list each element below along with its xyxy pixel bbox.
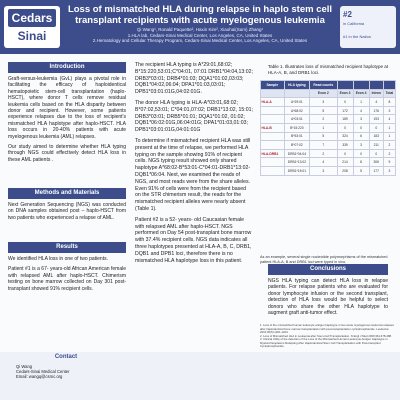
affiliation-2: 2.Hematology and Cellular Therapy Program, Cedars-Sinai Medical Center, Los Angeles, CA, United States	[92, 38, 308, 43]
table-cell	[353, 81, 369, 90]
table-cell: 7	[310, 141, 337, 150]
table-cell: B*07:02	[284, 141, 310, 150]
table-cell: Total	[383, 89, 395, 98]
table-cell	[261, 166, 285, 175]
table-cell: 0	[337, 98, 353, 107]
table-cell: 1	[310, 123, 337, 132]
table-cell: 2	[310, 115, 337, 124]
table-cell: 189	[337, 115, 353, 124]
table-cell: DRB1*04:04	[284, 149, 310, 158]
table-cell: 4	[353, 106, 369, 115]
cedars-sinai-logo: Cedars Sinai	[4, 6, 60, 48]
table-cell: 4	[383, 115, 395, 124]
table-cell: 1	[353, 98, 369, 107]
introduction-heading: Introduction	[8, 62, 126, 73]
table-cell: A*03:01	[284, 115, 310, 124]
table-note: As an example, several single nucleotide polymorphisms of the mismatched patient HLA-A, B and DRB1 loci were typed in vivo.	[260, 255, 388, 264]
table-cell: Sample	[261, 81, 285, 90]
table-row	[261, 123, 396, 132]
table-cell: 3	[353, 141, 369, 150]
table-cell: A*29:01	[284, 98, 310, 107]
table-cell: 208	[337, 166, 353, 175]
table-cell: 2	[383, 141, 395, 150]
authors-block	[64, 27, 336, 44]
table-cell: 2	[310, 149, 337, 158]
table-row	[261, 132, 396, 141]
table-cell: 9	[383, 158, 395, 167]
table-cell: 193	[369, 115, 383, 124]
table-cell	[261, 132, 285, 141]
table-cell: HLA-A	[261, 98, 285, 107]
table-cell: HLA-B	[261, 123, 285, 132]
table-cell: 4	[369, 98, 383, 107]
table-cell: 3	[383, 166, 395, 175]
affiliation-1: 1.HLA lab, Cedars-Sinai Medical Center, Los Angeles, CA, United States	[127, 32, 273, 38]
table-cell: 1	[383, 123, 395, 132]
table-cell	[261, 158, 285, 167]
ranking-badge	[340, 6, 396, 48]
table-row	[261, 98, 396, 107]
table-row	[261, 158, 396, 167]
references	[260, 324, 396, 349]
table-cell	[383, 81, 395, 90]
table-cell	[337, 81, 353, 90]
contact-info	[16, 364, 70, 380]
table-cell: 3	[383, 106, 395, 115]
table-cell: 306	[369, 158, 383, 167]
methods-heading: Methods and Materials	[8, 188, 126, 199]
table-cell: 0	[369, 123, 383, 132]
contact-name: Qi Wang	[16, 364, 33, 369]
table-cell: B*53:01	[284, 132, 310, 141]
table-cell: 324	[337, 132, 353, 141]
table-cell: HLA typing	[284, 81, 310, 90]
table-cell	[261, 106, 285, 115]
conclusions-heading: Conclusions	[268, 264, 388, 275]
introduction-text	[8, 76, 126, 167]
table-cell: 5	[353, 166, 369, 175]
table-row	[261, 115, 396, 124]
badge-line-2: #1 in the Nation	[343, 34, 372, 39]
table-cell: 0	[353, 149, 369, 158]
table-cell	[284, 89, 310, 98]
table-cell: 177	[369, 166, 383, 175]
table-cell	[261, 141, 285, 150]
results-heading: Results	[8, 242, 126, 253]
table-cell	[261, 115, 285, 124]
poster-title: Loss of mismatched HLA during relapse in haplo stem cell transplant recipients with acute myelogenous leukemia	[67, 4, 333, 26]
table-cell: Exon 2	[310, 89, 337, 98]
table-cell: Exon 4	[353, 89, 369, 98]
table-row	[261, 141, 396, 150]
table-row	[261, 166, 396, 175]
reference-item: 2. Loss of Mismatched HLA in Leukemia after Stem-Cell Transplantation. N Engl J Med 2009;361:478-488.	[260, 333, 392, 338]
table-cell: 6	[353, 132, 369, 141]
methods-text: Next Generation Sequencing (NGS) was conducted on DNA samples obtained post – haplo-HSCT from two patients who experienced a relapse of AML.	[8, 202, 126, 221]
table-cell: 8	[383, 98, 395, 107]
table-row	[261, 106, 396, 115]
table-cell: 3	[310, 166, 337, 175]
poster-header	[0, 0, 400, 54]
table-caption: Table 1. Illustrates loss of mismatched recipient haplotype at HLA-A, B, and DRB1 loci.	[268, 64, 389, 75]
table-cell: B*15:220	[284, 123, 310, 132]
table-cell: 339	[337, 141, 353, 150]
table-cell	[369, 81, 383, 90]
badge-number: #2	[343, 10, 352, 19]
table-cell: 0	[353, 123, 369, 132]
hla-read-table	[260, 80, 396, 176]
contact-org: Cedars-Sinai Medical Center	[16, 369, 70, 375]
table-cell: 0	[337, 149, 353, 158]
recipient-typing: The recipient HLA typing is A*29:01,68:02; B*15:220,53:01;C*04:01, 07:01 DRB1*04:04,13:02; DRB3*03:01; DRB4*01:03; DQA1*01:02,03:03; DQB1*04:02,06:04; DPA1*01:03,03:01; DPB1*03:01:01G,04:02:01G.	[135, 62, 253, 96]
table-cell: Exon 3	[337, 89, 353, 98]
donor-typing: The donor HLA typing is HLA-A*03:01,68:02; B*07:02,53:01; C*04:01,07:02; DRB1*13:02, 15:01; DRB3*03:01; DRB5*01:01; DQA1*01:02, 01:02; DQB1*06:02:01G,06:04:01G; DPA1*01:03,01:03; DPB1*03:01:01G,04:01:01G	[135, 99, 253, 134]
table-header-row	[261, 81, 396, 90]
conclusions-text: NGS HLA typing can detect HLA loss in relapse patients. For relapse patients who are evaluated for donor lymphocyte infusion or the second transplant, detection of HLA loss would be helpful to select donors who share the other HLA haplotype to augment graft anti-tumor effect.	[268, 278, 388, 317]
table-cell: 172	[337, 106, 353, 115]
table-cell: A*68:02	[284, 106, 310, 115]
reference-item: 1. Loss of the mismatched human leukocyte antigen haplotype in two acute myelogenous leukemia relapses after haploidentical bone marrow transplantation with post-transplantation cyclophosphamide. Leukemia 2016;30(5):1201-1204.	[260, 323, 394, 334]
table-cell: Read counts	[310, 81, 337, 90]
table-cell: 4	[310, 158, 337, 167]
table-cell: Intron	[369, 89, 383, 98]
table-row	[261, 149, 396, 158]
table-cell: 3	[310, 98, 337, 107]
table-cell: 176	[369, 106, 383, 115]
table-cell: 214	[337, 158, 353, 167]
table-cell: 5	[310, 106, 337, 115]
contact-email[interactable]: Email: wangq@csmc.org	[16, 374, 63, 380]
table-cell: 8	[353, 158, 369, 167]
reference-item: 3. Clinical Utility of the detection of the Loss of the Mismatched Human Leukocyte Antigen Haplotype in Myeloid Neoplasms Relapsing After Haploidentical Stem Cell Transplantation with Post-transplant Cyclophosphamide.	[260, 337, 388, 348]
table-cell: 3	[353, 115, 369, 124]
table-cell: 0	[337, 123, 353, 132]
introduction-paragraph-1: Graft-versus-leukemia (GvL) plays a pivotal role in facilitating the efficacy of haploidentical hematopoietic stem-cell transplantation (haplo-HSCT), where donor T cells remove residual leukemia cells based on the HLA disparity between donor and recipient. However, some patients experience relapses due to the loss of recipient's mismatched HLA haplotype after haplo-HSCT. HLA loss occurs in 20-40% patients with acute myelogenous leukemia (AML) relapses.	[8, 76, 126, 140]
table-row	[261, 89, 396, 98]
table-cell: 211	[369, 141, 383, 150]
table-cell: 5	[310, 132, 337, 141]
authors: Qi Wang¹, Ronald Paquette², Haxin Kim², Xiaohai(Sam) Zhang¹	[136, 27, 264, 32]
results-paragraph-1: We identified HLA loss in one of two patients.	[8, 256, 108, 262]
table-cell: DRB1*13:02	[284, 158, 310, 167]
contact-heading: Contact	[54, 354, 78, 360]
table-cell: 183	[369, 132, 383, 141]
table-cell	[261, 89, 285, 98]
results-continued	[135, 62, 253, 268]
typing-analysis: To determine if mismatched recipient HLA was still present at the time of relapse, we performed HLA typing on the sample showing 91% of recipient cells. NGS typing result showed only shared haplotype A*68:02-B*53:01-C*04:01-DRB1*13:02-DQB1*06:04. Next, we examined the reads of NGS, and most reads were from the share alleles. Even 91% of cells were from the recipient based on the STR chimerism result, the reads for the mismatched recipient alleles were nearly absent (Table 1).	[135, 137, 251, 212]
table-cell: 0	[369, 149, 383, 158]
results-text	[8, 256, 126, 296]
introduction-paragraph-2: Our study aimed to determine whether HLA typing through NGS could effectively detect HLA loss in these AML patients .	[8, 144, 126, 163]
results-paragraph-2: Patient #1 is a 67- years-old African American female with relapsed AML after haplo-HSCT. Chimerism testing on bone marrow collected on Day 301 post-transplant showed 91% recipient cells.	[8, 266, 126, 292]
table-cell: 2	[383, 149, 395, 158]
patient-2: Patient #2 is a 52- years- old Caucasian female with relapsed AML after haplo-HSCT. NGS performed on Day 54 post-transplant bone marrow with 37.4% recipient cells. NGS data indicates all three haplotypes presented at HLA-A, B, C, DRB1, DQB1 and DPB1 loci, therefore there is no mismatched HLA haplotype loss in this patient.	[135, 216, 252, 264]
table-cell: DRB1*15:01	[284, 166, 310, 175]
table-cell: 1	[383, 132, 395, 141]
badge-line-1: in California	[343, 21, 365, 26]
table-cell: HLA-DRB1	[261, 149, 285, 158]
